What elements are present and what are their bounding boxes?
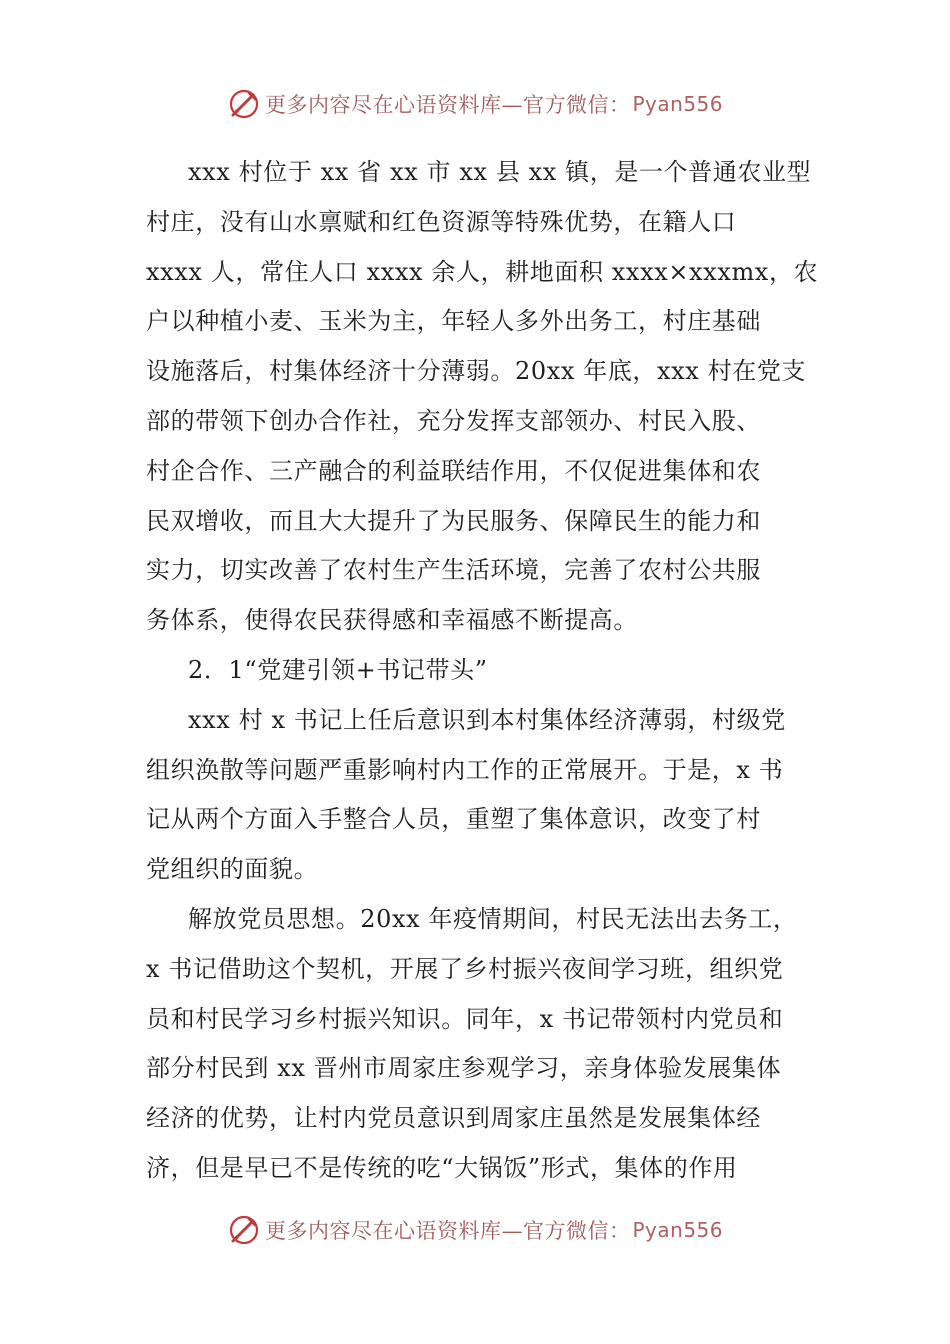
header-banner xyxy=(0,84,950,124)
text-line: 组织涣散等问题严重影响村内工作的正常展开。于是，x 书 xyxy=(146,755,784,784)
text-line: 员和村民学习乡村振兴知识。同年，x 书记带领村内党员和 xyxy=(146,1004,784,1033)
text-line: 实力，切实改善了农村生产生活环境，完善了农村公共服 xyxy=(146,556,761,585)
banner-text: 更多内容尽在心语资料库—官方微信： xyxy=(264,93,631,117)
text-line: 部分村民到 xx 晋州市周家庄参观学习，亲身体验发展集体 xyxy=(146,1054,782,1083)
pen-logo-icon xyxy=(227,87,261,121)
text-line: 经济的优势，让村内党员意识到周家庄虽然是发展集体经 xyxy=(146,1104,761,1133)
text-line: 民双增收，而且大大提升了为民服务、保障民生的能力和 xyxy=(146,506,761,535)
section-heading: 2．1“党建引领+书记带头” xyxy=(188,655,488,684)
text-line: 村企合作、三产融合的利益联结作用，不仅促进集体和农 xyxy=(146,456,761,485)
pen-logo-icon xyxy=(227,1213,261,1247)
text-line: 党组织的面貌。 xyxy=(146,855,319,884)
text-line: 解放党员思想。20xx 年疫情期间，村民无法出去务工， xyxy=(188,904,798,933)
footer-text: 更多内容尽在心语资料库—官方微信： xyxy=(264,1219,631,1243)
banner-handle: Pyan556 xyxy=(632,92,723,116)
text-line: 务体系，使得农民获得感和幸福感不断提高。 xyxy=(146,606,638,635)
text-line: xxx 村 x 书记上任后意识到本村集体经济薄弱，村级党 xyxy=(188,705,786,734)
text-line: 村庄，没有山水禀赋和红色资源等特殊优势，在籍人口 xyxy=(146,207,737,236)
text-line: x 书记借助这个契机，开展了乡村振兴夜间学习班，组织党 xyxy=(146,954,784,983)
text-line: 记从两个方面入手整合人员，重塑了集体意识，改变了村 xyxy=(146,805,761,834)
text-line: xxx 村位于 xx 省 xx 市 xx 县 xx 镇，是一个普通农业型 xyxy=(188,158,812,186)
text-line: 济，但是早已不是传统的吃“大锅饭”形式，集体的作用 xyxy=(146,1153,738,1182)
document-body xyxy=(146,148,819,1194)
text-line: xxxx 人，常住人口 xxxx 余人，耕地面积 xxxx×xxxmx，农 xyxy=(146,257,819,286)
footer-banner xyxy=(0,1210,950,1250)
text-line: 设施落后，村集体经济十分薄弱。20xx 年底，xxx 村在党支 xyxy=(146,357,807,386)
text-line: 部的带领下创办合作社，充分发挥支部领办、村民入股、 xyxy=(146,406,761,435)
text-line: 户以种植小麦、玉米为主，年轻人多外出务工，村庄基础 xyxy=(146,307,761,336)
footer-handle: Pyan556 xyxy=(632,1218,723,1242)
